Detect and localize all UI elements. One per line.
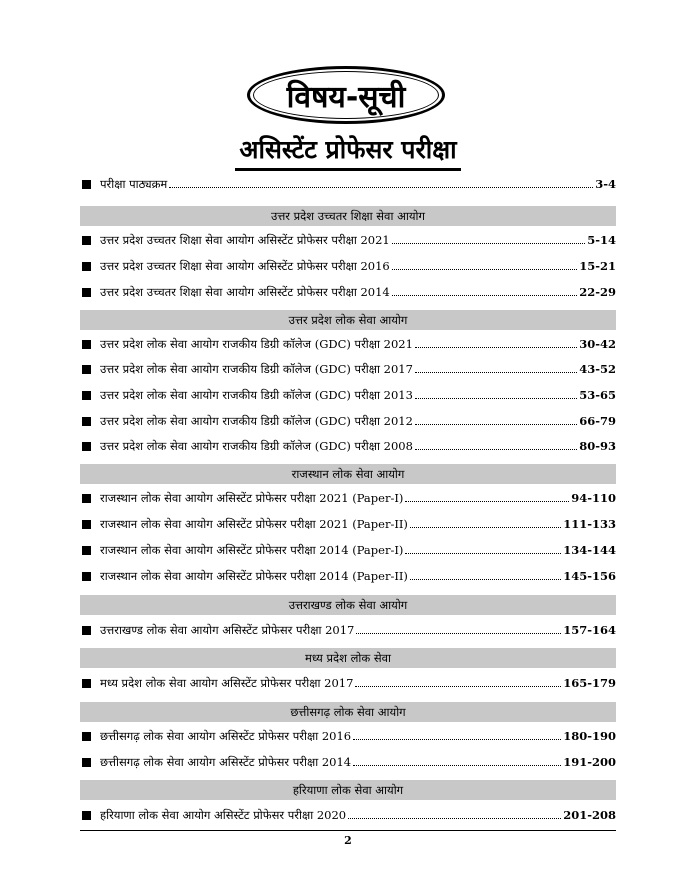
contents-entry [80, 254, 616, 278]
square-bullet-icon [82, 365, 91, 374]
entry-pages: 180-190 [563, 729, 616, 743]
contents-entry [80, 383, 616, 407]
dot-leader [169, 187, 593, 188]
entry-title: मध्य प्रदेश लोक सेवा आयोग असिस्टेंट प्रोफेसर परीक्षा 2017 [100, 675, 354, 690]
dot-leader [392, 243, 585, 244]
page-number: 2 [344, 834, 352, 847]
page-title: विषय-सूची [286, 79, 406, 115]
dot-leader [392, 295, 577, 296]
entry-pages: 3-4 [595, 177, 616, 191]
entry-pages: 30-42 [579, 337, 616, 351]
entry-title: उत्तर प्रदेश लोक सेवा आयोग राजकीय डिग्री कॉलेज (GDC) परीक्षा 2021 [100, 336, 413, 351]
dot-leader [410, 527, 561, 528]
contents-entry [80, 750, 616, 774]
entry-title: राजस्थान लोक सेवा आयोग असिस्टेंट प्रोफेसर परीक्षा 2021 (Paper-II) [100, 516, 408, 531]
square-bullet-icon [82, 236, 91, 245]
entry-title: उत्तराखण्ड लोक सेवा आयोग असिस्टेंट प्रोफेसर परीक्षा 2017 [100, 622, 355, 637]
entry-title: राजस्थान लोक सेवा आयोग असिस्टेंट प्रोफेसर परीक्षा 2014 (Paper-I) [100, 542, 404, 557]
square-bullet-icon [82, 442, 91, 451]
entry-pages: 53-65 [579, 388, 616, 402]
square-bullet-icon [82, 626, 91, 635]
entry-title: उत्तर प्रदेश लोक सेवा आयोग राजकीय डिग्री कॉलेज (GDC) परीक्षा 2017 [100, 361, 413, 376]
contents-entry [80, 564, 616, 588]
square-bullet-icon [82, 180, 91, 189]
contents-entry [80, 512, 616, 536]
dot-leader [415, 347, 577, 348]
entry-pages: 201-208 [563, 808, 616, 822]
square-bullet-icon [82, 546, 91, 555]
dot-leader [356, 633, 561, 634]
contents-entry [80, 486, 616, 510]
square-bullet-icon [82, 288, 91, 297]
dot-leader [355, 686, 561, 687]
entry-pages: 145-156 [563, 569, 616, 583]
dot-leader [353, 765, 561, 766]
square-bullet-icon [82, 262, 91, 271]
entry-title: राजस्थान लोक सेवा आयोग असिस्टेंट प्रोफेसर परीक्षा 2021 (Paper-I) [100, 490, 404, 505]
contents-entry [80, 724, 616, 748]
contents-entry [80, 538, 616, 562]
contents-entry [80, 671, 616, 695]
contents-entry [80, 172, 616, 196]
entry-title: छत्तीसगढ़ लोक सेवा आयोग असिस्टेंट प्रोफेसर परीक्षा 2014 [100, 754, 352, 769]
section-band: उत्तर प्रदेश लोक सेवा आयोग [80, 310, 616, 330]
dot-leader [405, 501, 569, 502]
entry-pages: 43-52 [579, 362, 616, 376]
entry-pages: 15-21 [579, 259, 616, 273]
entry-pages: 94-110 [571, 491, 616, 505]
dot-leader [415, 372, 577, 373]
entry-title: उत्तर प्रदेश लोक सेवा आयोग राजकीय डिग्री कॉलेज (GDC) परीक्षा 2013 [100, 387, 413, 402]
entry-title: उत्तर प्रदेश उच्चतर शिक्षा सेवा आयोग असिस्टेंट प्रोफेसर परीक्षा 2014 [100, 284, 390, 299]
square-bullet-icon [82, 679, 91, 688]
page-subtitle-wrap [0, 132, 696, 171]
entry-title: परीक्षा पाठ्यक्रम [100, 176, 168, 191]
square-bullet-icon [82, 494, 91, 503]
square-bullet-icon [82, 811, 91, 820]
contents-entry [80, 409, 616, 433]
contents-entry [80, 280, 616, 304]
section-band: हरियाणा लोक सेवा आयोग [80, 780, 616, 800]
entry-pages: 134-144 [563, 543, 616, 557]
contents-entry [80, 332, 616, 356]
title-oval-frame [0, 66, 696, 128]
entry-pages: 111-133 [563, 517, 616, 531]
entry-pages: 66-79 [579, 414, 616, 428]
page-subtitle: असिस्टेंट प्रोफेसर परीक्षा [235, 132, 460, 171]
square-bullet-icon [82, 758, 91, 767]
section-band: छत्तीसगढ़ लोक सेवा आयोग [80, 702, 616, 722]
dot-leader [353, 739, 561, 740]
section-band: उत्तर प्रदेश उच्चतर शिक्षा सेवा आयोग [80, 206, 616, 226]
section-band: उत्तराखण्ड लोक सेवा आयोग [80, 595, 616, 615]
entry-pages: 22-29 [579, 285, 616, 299]
entry-pages: 157-164 [563, 623, 616, 637]
entry-title: उत्तर प्रदेश उच्चतर शिक्षा सेवा आयोग असिस्टेंट प्रोफेसर परीक्षा 2021 [100, 232, 390, 247]
contents-entry [80, 803, 616, 827]
square-bullet-icon [82, 572, 91, 581]
entry-title: उत्तर प्रदेश लोक सेवा आयोग राजकीय डिग्री कॉलेज (GDC) परीक्षा 2008 [100, 438, 413, 453]
square-bullet-icon [82, 391, 91, 400]
entry-title: छत्तीसगढ़ लोक सेवा आयोग असिस्टेंट प्रोफेसर परीक्षा 2016 [100, 728, 352, 743]
square-bullet-icon [82, 417, 91, 426]
entry-title: उत्तर प्रदेश उच्चतर शिक्षा सेवा आयोग असिस्टेंट प्रोफेसर परीक्षा 2016 [100, 258, 390, 273]
section-band: राजस्थान लोक सेवा आयोग [80, 464, 616, 484]
dot-leader [410, 579, 561, 580]
contents-entry [80, 228, 616, 252]
dot-leader [415, 449, 577, 450]
contents-entry [80, 434, 616, 458]
dot-leader [415, 398, 577, 399]
dot-leader [415, 424, 577, 425]
entry-pages: 5-14 [587, 233, 616, 247]
dot-leader [348, 818, 561, 819]
entry-pages: 191-200 [563, 755, 616, 769]
section-band: मध्य प्रदेश लोक सेवा [80, 648, 616, 668]
entry-pages: 165-179 [563, 676, 616, 690]
contents-entry [80, 357, 616, 381]
square-bullet-icon [82, 340, 91, 349]
entry-title: राजस्थान लोक सेवा आयोग असिस्टेंट प्रोफेसर परीक्षा 2014 (Paper-II) [100, 568, 408, 583]
entry-pages: 80-93 [579, 439, 616, 453]
entry-title: हरियाणा लोक सेवा आयोग असिस्टेंट प्रोफेसर परीक्षा 2020 [100, 807, 347, 822]
contents-entry [80, 618, 616, 642]
dot-leader [405, 553, 561, 554]
entry-title: उत्तर प्रदेश लोक सेवा आयोग राजकीय डिग्री कॉलेज (GDC) परीक्षा 2012 [100, 413, 413, 428]
footer-rule [80, 830, 616, 831]
dot-leader [392, 269, 577, 270]
square-bullet-icon [82, 732, 91, 741]
square-bullet-icon [82, 520, 91, 529]
